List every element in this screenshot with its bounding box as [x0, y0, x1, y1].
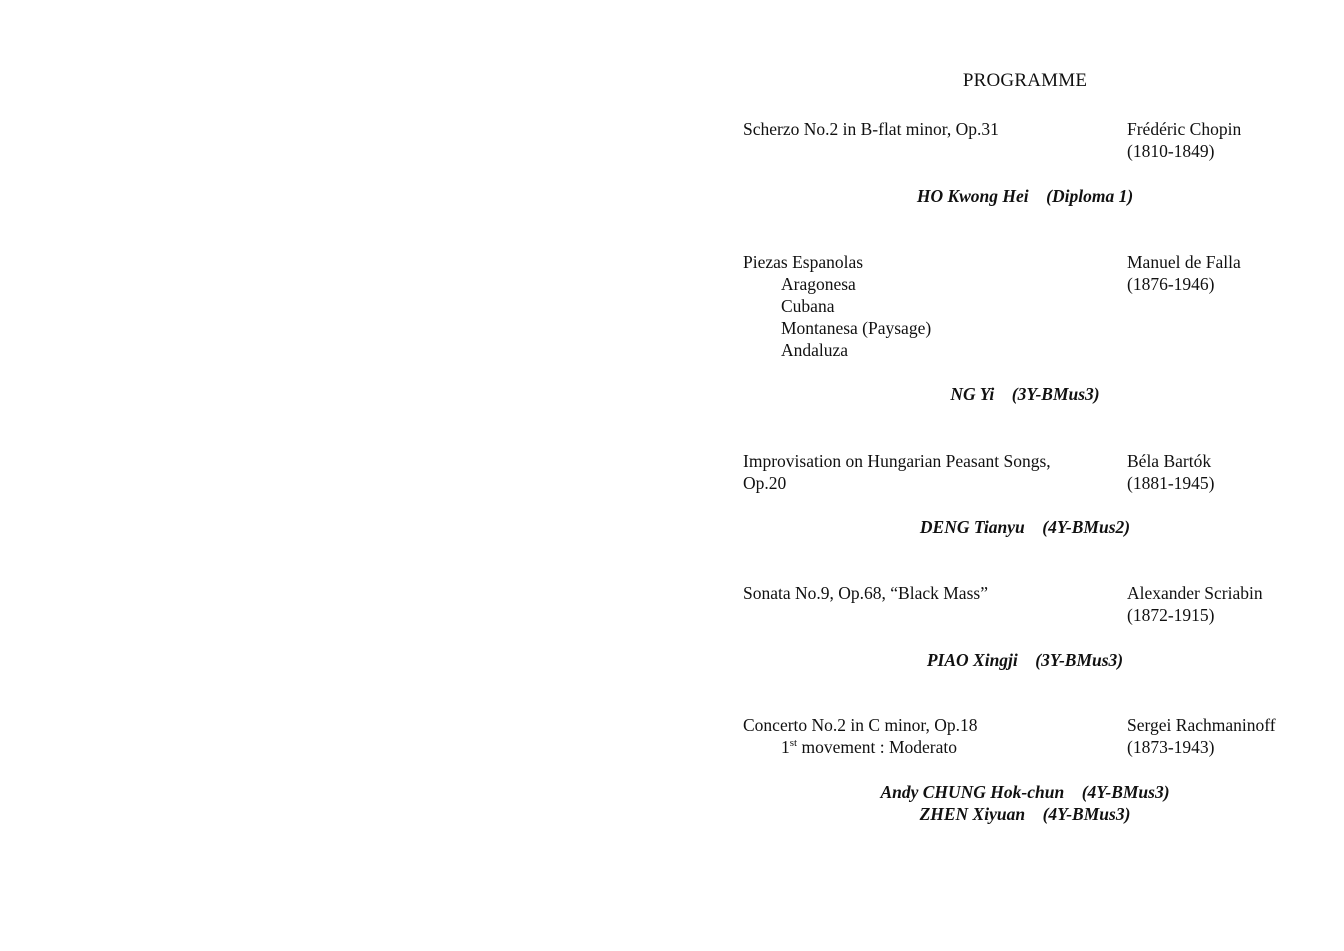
composer-column	[1127, 118, 1327, 162]
work-title: Scherzo No.2 in B-flat minor, Op.31	[743, 119, 999, 139]
work-title-continued: Op.20	[743, 473, 787, 493]
composer-dates: (1876-1946)	[1127, 274, 1215, 294]
work-title: Piezas Espanolas	[743, 252, 864, 272]
movement-title: Cubana	[781, 296, 835, 316]
composer-dates: (1881-1945)	[1127, 473, 1215, 493]
composer-name: Alexander Scriabin	[1127, 583, 1263, 603]
work-column	[743, 251, 1123, 361]
movement-title: Andaluza	[781, 340, 849, 360]
work-column	[743, 118, 1123, 140]
performer-name: HO Kwong Hei (Diploma 1)	[916, 186, 1134, 206]
composer-name: Sergei Rachmaninoff	[1127, 715, 1276, 735]
composer-column	[1127, 582, 1327, 626]
composer-name: Béla Bartók	[1127, 451, 1212, 471]
performer-name: PIAO Xingji (3Y-BMus3)	[926, 650, 1124, 670]
work-title: Concerto No.2 in C minor, Op.18	[743, 715, 978, 735]
movement-title	[743, 736, 1123, 758]
composer-column	[1127, 251, 1327, 295]
movement-title: Aragonesa	[781, 274, 856, 294]
composer-name: Manuel de Falla	[1127, 252, 1241, 272]
programme-title: PROGRAMME	[962, 70, 1088, 91]
movement-title: Montanesa (Paysage)	[781, 318, 932, 338]
work-column	[743, 714, 1123, 758]
performer-name: Andy CHUNG Hok-chun (4Y-BMus3)	[880, 782, 1170, 802]
performer-name: NG Yi (3Y-BMus3)	[950, 384, 1100, 404]
composer-column	[1127, 714, 1327, 758]
composer-dates: (1872-1915)	[1127, 605, 1215, 625]
composer-dates: (1873-1943)	[1127, 737, 1215, 757]
work-title: Improvisation on Hungarian Peasant Songs,	[743, 451, 1051, 471]
performer-name: ZHEN Xiyuan (4Y-BMus3)	[919, 804, 1131, 824]
movement-name: movement : Moderato	[797, 737, 957, 757]
work-column	[743, 450, 1123, 494]
work-title: Sonata No.9, Op.68, “Black Mass”	[743, 583, 988, 603]
composer-column	[1127, 450, 1327, 494]
work-column	[743, 582, 1123, 604]
movement-ordinal-suffix: st	[789, 737, 798, 750]
performer-name: DENG Tianyu (4Y-BMus2)	[919, 517, 1131, 537]
composer-dates: (1810-1849)	[1127, 141, 1215, 161]
movement-number: 1	[781, 737, 790, 757]
composer-name: Frédéric Chopin	[1127, 119, 1242, 139]
